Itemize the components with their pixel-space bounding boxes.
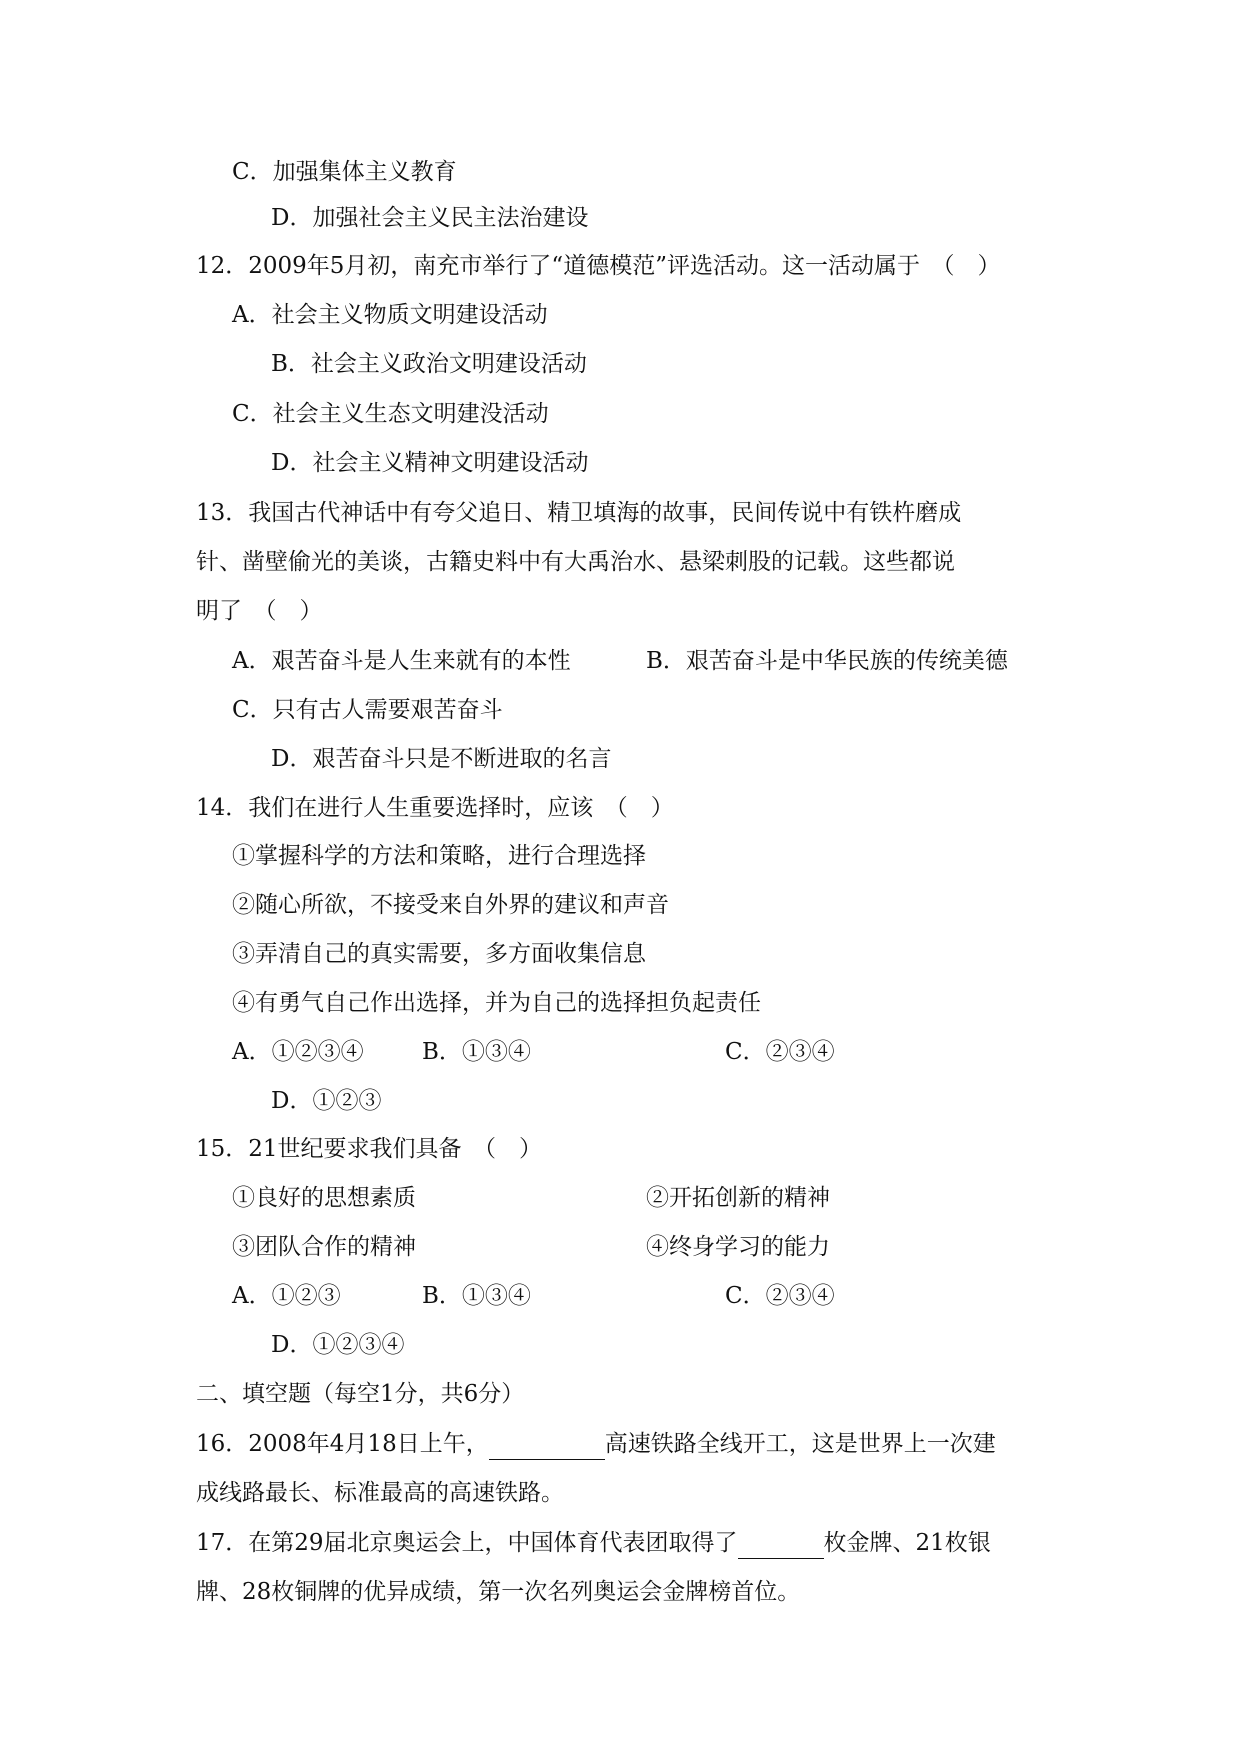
- q17-answer-blank[interactable]: [738, 1528, 824, 1559]
- q13-option-c: C．只有古人需要艰苦奋斗: [232, 697, 503, 723]
- q15-option-a: A．①②③: [232, 1283, 341, 1309]
- q15-item-2: ②开拓创新的精神: [646, 1185, 830, 1211]
- q17-stem-prefix: 17．在第29届北京奥运会上，中国体育代表团取得了: [196, 1530, 738, 1556]
- q11-option-d: D．加强社会主义民主法治建设: [271, 205, 589, 231]
- q17-stem-line-1: [196, 1528, 991, 1559]
- q16-stem-suffix: 高速铁路全线开工，这是世界上一次建: [604, 1431, 996, 1457]
- q13-stem-line-2: 针、凿壁偷光的美谈，古籍史料中有大禹治水、悬梁刺股的记载。这些都说: [196, 549, 955, 575]
- q14-item-2: ②随心所欲，不接受来自外界的建议和声音: [232, 892, 669, 918]
- q13-option-a: A．艰苦奋斗是人生来就有的本性: [232, 648, 571, 674]
- q16-stem-prefix: 16．2008年4月18日上午，: [196, 1431, 489, 1457]
- q14-option-d: D．①②③: [271, 1088, 382, 1114]
- q16-answer-blank[interactable]: [489, 1429, 605, 1460]
- q15-option-d: D．①②③④: [271, 1332, 405, 1358]
- q14-option-c: C．②③④: [725, 1039, 835, 1065]
- q16-stem-line-2: 成线路最长、标准最高的高速铁路。: [196, 1480, 564, 1506]
- q14-item-1: ①掌握科学的方法和策略，进行合理选择: [232, 843, 646, 869]
- q12-option-c: C．社会主义生态文明建没活动: [232, 401, 549, 427]
- q13-stem-line-3: 明了 （ ）: [196, 598, 323, 624]
- q14-item-3: ③弄清自己的真实需要，多方面收集信息: [232, 941, 646, 967]
- q15-item-3: ③团队合作的精神: [232, 1234, 416, 1260]
- q12-option-a: A．社会主义物质文明建设活动: [232, 302, 548, 328]
- q16-stem-line-1: [196, 1429, 996, 1460]
- q13-stem-line-1: 13．我国古代神话中有夸父追日、精卫填海的故事，民间传说中有铁杵磨成: [196, 500, 962, 526]
- q15-item-1: ①良好的思想素质: [232, 1185, 416, 1211]
- q15-item-4: ④终身学习的能力: [646, 1234, 830, 1260]
- q17-stem-suffix: 枚金牌、21枚银: [823, 1530, 991, 1556]
- q12-stem: 12．2009年5月初，南充市举行了“道德模范”评选活动。这一活动属于 （ ）: [196, 253, 1001, 279]
- q15-option-b: B．①③④: [422, 1283, 531, 1309]
- q14-item-4: ④有勇气自己作出选择，并为自己的选择担负起责任: [232, 990, 761, 1016]
- q12-option-b: B．社会主义政治文明建设活动: [271, 351, 587, 377]
- q12-option-d: D．社会主义精神文明建设活动: [271, 450, 589, 476]
- q11-option-c: C．加强集体主义教育: [232, 159, 457, 185]
- q14-option-a: A．①②③④: [232, 1039, 364, 1065]
- q14-option-b: B．①③④: [422, 1039, 531, 1065]
- q15-stem: 15．21世纪要求我们具备 （ ）: [196, 1136, 543, 1162]
- q15-option-c: C．②③④: [725, 1283, 835, 1309]
- q13-option-b: B．艰苦奋斗是中华民族的传统美德: [646, 648, 1008, 674]
- q17-stem-line-2: 牌、28枚铜牌的优异成绩，第一次名列奥运会金牌榜首位。: [196, 1579, 801, 1605]
- q14-stem: 14．我们在进行人生重要选择时，应该 （ ）: [196, 795, 674, 821]
- section-2-heading: 二、填空题（每空1分，共6分）: [196, 1381, 525, 1407]
- q13-option-d: D．艰苦奋斗只是不断进取的名言: [271, 746, 612, 772]
